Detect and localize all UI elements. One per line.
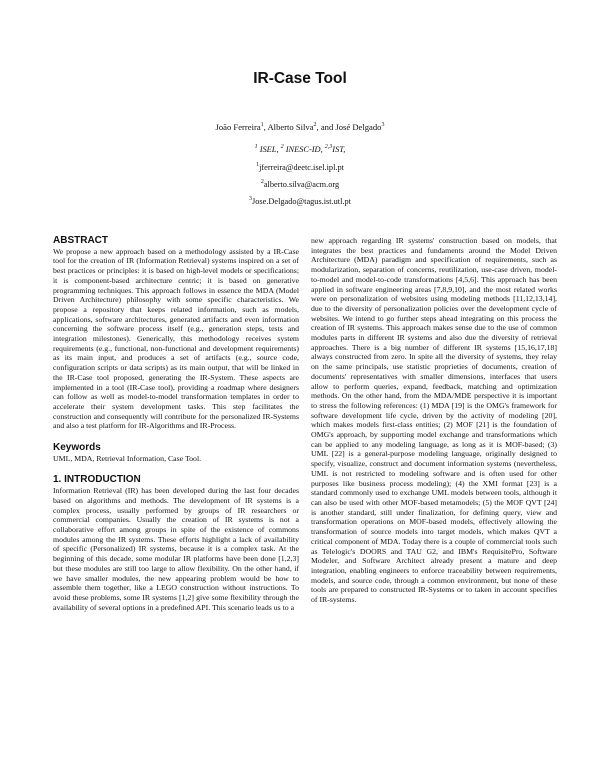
author-name: José Delgado <box>335 122 382 132</box>
author-sup: 1 <box>260 122 264 128</box>
right-column <box>311 236 557 605</box>
author-sup: 3 <box>381 122 385 128</box>
introduction-heading: 1. INTRODUCTION <box>53 474 141 486</box>
author-separator: , <box>263 122 268 132</box>
author-separator: , and <box>316 122 336 132</box>
keywords-heading: Keywords <box>53 442 101 454</box>
left-column <box>53 236 299 612</box>
email-line <box>0 180 600 189</box>
abstract-text: We propose a new approach based on a methodology assisted by a IR-Case tool for the creation of IR (Information Retrieval) systems inspired on a set of best practices or principles: it is based on high-level models or specifications; it is component-based architecture centric; it is based on generative programming techniques. This approach follows in essence the MDA (Model Driven Architecture) philosophy with some specific characteristics. We propose a repository that keeps related information, such as models, applications, software architectures, generated artifacts and even information concerning the software process itself (e.g., generation steps, tests and integration milestones). Generically, this methodology receives system requirements (e.g., functional, non-functional and development requirements) as its main input, and produces a set of artifacts (e.g., source code, configuration scripts or data scripts) as its main output, that will be linked in the IR-Case tool proposed, generating the IR-System. These aspects are implemented in a tool (IR-Case tool), providing a roadmap where designers can follow as well as model-to-model transformation templates in order to accelerate their system development tasks. This step facilitates the construction and consequently will contribute for the personalized IR-Systems and also a test platform for IR-Algorithms and IR-Process. <box>53 246 299 431</box>
affiliation-sup: 2 <box>280 144 284 150</box>
email-sup: 2 <box>260 179 264 185</box>
email-line <box>0 163 600 172</box>
affiliation-text: ISEL, <box>257 145 281 154</box>
affiliation-line <box>0 145 600 154</box>
affiliation-sup: 2,3 <box>324 144 333 150</box>
introduction-text-continued: new approach regarding IR systems' construction based on models, that integrates the best practices and fundaments around the Model Driven Architecture (MDA) paradigm and specification of requirements, such as modularization, separation of concerns, reutilization, use-case driven, model-to-model and model-to-code transformations [4,5,6]. This approach has been applied in software engineering areas [7,8,9,10], and the most related works were on personalization of websites using modeling methods [11,12,13,14], due to the diversity of personalization policies over the development cycle of websites. We intend to go further steps ahead integrating on this process the creation of IR systems. This approach makes sense due to the use of common modules parts in different IR systems and also due the diversity of retrieval approaches. There is a big number of different IR systems [15,16,17,18] always constructed from zero. In spite all the diversity of systems, they relay on the same principals, use statistic proprieties of documents, creation of documents' representatives with smaller dimensions, interfaces that users allow to perform queries, expand, feedback, matching and optimization methods. On the other hand, from the MDA/MDE perspective it is important to stress the following references: (1) MDA [19] is the OMG's framework for software development life cycle, driven by the activity of modeling [20], which makes models first-class entities; (2) MOF [21] is the foundation of OMG's approach, by supporting model exchange and transformations which can be applied to any modeling language, as long as it is MOF-based; (3) UML [22] is a general-purpose modeling language, originally designed to specify, visualize, construct and document information systems (nevertheless, UML is not restricted to modeling software and is often used for other purposes like business process modeling); (4) the XMI format [23] is a standard commonly used to exchange UML models between tools, although it can also be used with other MOF-based metamodels; (5) the MOF QVT [24] is another standard, still under finalization, for defining query, view and transformation operations on MOF-based models, effectively allowing the transformation of source models into target models, which makes QVT a critical component of MDA. Today there is a couple of commercial tools such as Telelogic's DOORS and TAU G2, and IBM's RequisitePro, Software Modeler, and Software Architect already present a mature and deep integration, enabling engineers to enforce traceability between requirements, models, and source code, through a common environment, but none of these tools are prepared to constructed IR-Systems or to taken in account specifies of IR-systems. <box>311 236 557 605</box>
email-address[interactable]: Jose.Delgado@tagus.ist.utl.pt <box>252 197 351 206</box>
author-line <box>0 122 600 132</box>
author-name: João Ferreira <box>215 122 261 132</box>
introduction-text: Information Retrieval (IR) has been developed during the last four decades based on algorithms and methods. The development of IR systems is a complex process, usually performed by groups of IR researchers or commercial companies. Usually the creation of IR systems is not a collaborative effort among groups in spite of the existence of commons modules among the IR systems. These efforts highlight a lack of availability of specific (Personalized) IR systems, because it is a complex task. At the beginning of this decade, some modular IR platforms have been done [1,2,3] but these modules are still too large to allow flexibility. On the other hand, if we have smaller modules, the new appearing problem would be how to assemble them together, like a LEGO construction without instructions. To avoid these problems, some IR systems [1,2] give some flexibility through the availability of several options in a predefined API. This scenario leads us to a <box>53 486 299 612</box>
email-sup: 1 <box>256 162 260 168</box>
author-sup: 2 <box>313 122 317 128</box>
email-line <box>0 197 600 206</box>
email-address[interactable]: jferreira@deetc.isel.ipl.pt <box>259 163 344 172</box>
email-sup: 3 <box>249 196 253 202</box>
author-name: Alberto Silva <box>267 122 314 132</box>
abstract-heading: ABSTRACT <box>53 235 108 246</box>
affiliation-text: IST, <box>332 145 346 154</box>
keywords-text: UML, MDA, Retrieval Information, Case Tool. <box>53 453 202 463</box>
email-address[interactable]: alberto.silva@acm.org <box>263 180 340 189</box>
affiliation-sup: 1 <box>254 144 258 150</box>
paper-title: IR-Case Tool <box>253 70 347 87</box>
affiliation-text: INESC-ID, <box>283 145 325 154</box>
